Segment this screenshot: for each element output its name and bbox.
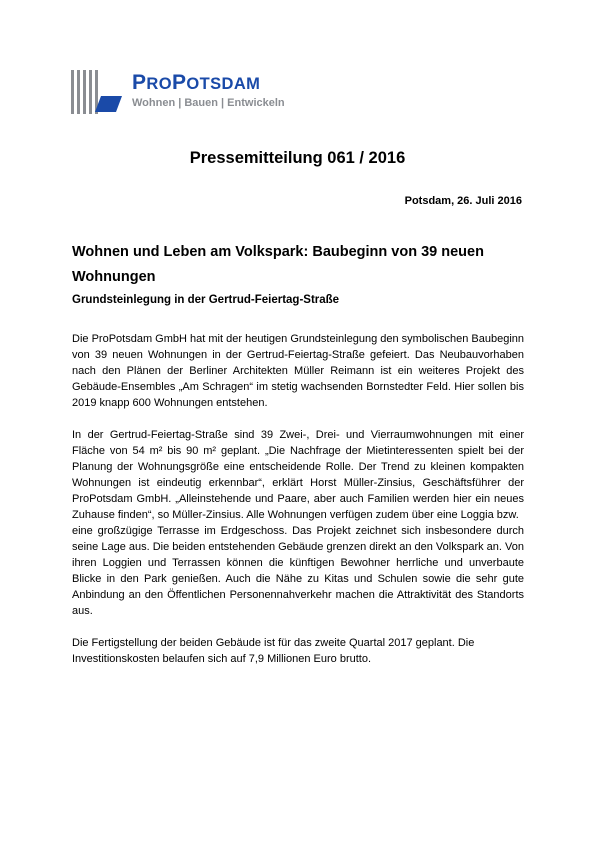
paragraph-line: Planung der Wohnungsgröße eine entscheidende Rolle. Der Trend zu kleinen kompakten [72,461,524,473]
propotsdam-logo [70,70,310,114]
subheadline: Grundsteinlegung in der Gertrud-Feiertag-Straße [72,294,340,306]
paragraph-line: Gebäude-Ensembles „Am Schragen“ im stetig wachsenden Bornstedter Feld. Hier sollen bis [72,381,524,393]
paragraph-line: ihren Loggien und Terrassen können die künftigen Bewohner herrliche und unverbaute [72,557,524,569]
paragraph-line: von 39 neuen Wohnungen in der Gertrud-Feiertag-Straße gefeiert. Das Neubauvorhaben [72,349,524,361]
headline-line: Wohnen und Leben am Volkspark: Baubeginn von 39 neuen [72,244,484,260]
paragraph [72,331,524,411]
paragraph-line: seine Lage aus. Die beiden entstehenden Gebäude grenzen direkt an den Volkspark an. Von [72,541,524,553]
logo-tagline: Wohnen | Bauen | Entwickeln [132,97,285,109]
press-release-title: Pressemitteilung 061 / 2016 [189,149,406,167]
propotsdam-logo-icon [70,70,124,114]
paragraph-line: nach den Plänen der Berliner Architekten Müller Reimann ist ein weiteres Projekt des [72,365,524,377]
paragraph-line: Zuhause finden“, so Müller-Zinsius. Alle Wohnungen verfügen zudem über eine Loggia bzw. [72,509,519,521]
paragraph-line: 2019 knapp 600 Wohnungen entstehen. [72,397,268,409]
paragraph-line: Die ProPotsdam GmbH hat mit der heutigen Grundsteinlegung den symbolischen Baubeginn [72,333,524,345]
paragraph-line: Blicke in den Park genießen. Auch die Nähe zu Kitas und Schulen sowie die sehr gute [72,573,524,585]
paragraph-line: Wohnungen ist eindeutig erkennbar“, erklärt Horst Müller-Zinsius, Geschäftsführer der [72,477,524,489]
paragraph [72,427,524,619]
paragraph-line: Fläche von 54 m² bis 90 m² geplant. „Die Nachfrage der Mietinteressenten spielt bei der [72,445,524,457]
headline [72,240,532,290]
logo-wordmark: PROPOTSDAM [132,71,261,94]
paragraph-line: Investitionskosten belaufen sich auf 7,9 Millionen Euro brutto. [72,653,372,665]
paragraph-line: eine großzügige Terrasse im Erdgeschoss. Das Projekt zeichnet sich insbesondere durch [72,525,524,537]
paragraph-line: aus. [72,605,93,617]
body-text [72,331,524,683]
paragraph-line: Anbindung an den Öffentlichen Personennahverkehr machen die Attraktivität des Standorts [72,589,524,601]
paragraph [72,635,524,667]
dateline: Potsdam, 26. Juli 2016 [404,195,522,207]
paragraph-line: In der Gertrud-Feiertag-Straße sind 39 Zwei-, Drei- und Vierraumwohnungen mit einer [72,429,524,441]
paragraph-line: Die Fertigstellung der beiden Gebäude ist für das zweite Quartal 2017 geplant. Die [72,637,475,649]
headline-line: Wohnungen [72,269,156,285]
paragraph-line: ProPotsdam GmbH. „Alleinstehende und Paare, aber auch Familien werden hier ein neues [72,493,524,505]
